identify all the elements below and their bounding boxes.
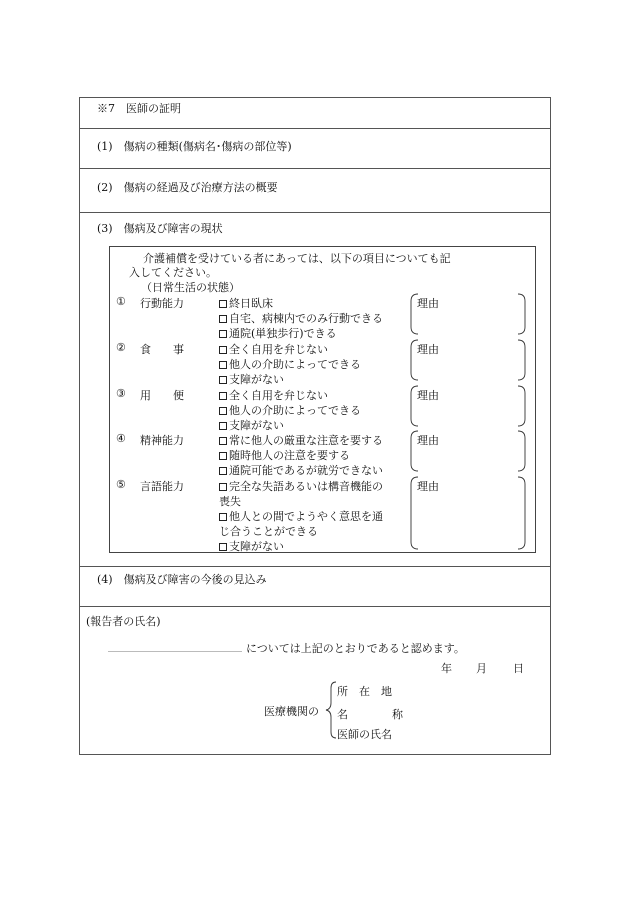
reporter-name-line[interactable] (108, 651, 242, 652)
confirmation-text: については上記のとおりであると認めます。 (246, 642, 465, 655)
item-2-option-2[interactable]: 他人の介助によってできる (219, 356, 361, 372)
item-3-option-2[interactable]: 他人の介助によってできる (219, 402, 361, 418)
item-1-option-1[interactable]: 終日臥床 (219, 295, 273, 311)
item-4-option-3[interactable]: 通院可能であるが就労できない (219, 462, 383, 478)
item-4-label: 精神能力 (140, 434, 184, 447)
question-3: (3) 傷病及び障害の現状 (97, 222, 223, 235)
reason-label: 理由 (417, 389, 439, 402)
question-1: (1) 傷病の種類(傷病名･傷病の部位等) (97, 140, 292, 153)
box-heading: （日常生活の状態） (141, 281, 240, 294)
doctor-name-label: 医師の氏名 (337, 728, 392, 741)
item-5-option-3[interactable]: 支障がない (219, 538, 284, 554)
item-1-option-2[interactable]: 自宅、病棟内でのみ行動できる (219, 310, 383, 326)
reporter-name-label: (報告者の氏名) (86, 615, 161, 628)
institution-address-label: 所 在 地 (337, 685, 392, 698)
reason-bracket-right (518, 477, 525, 549)
item-4-option-1[interactable]: 常に他人の厳重な注意を要する (219, 432, 383, 448)
item-5-option-2[interactable]: 他人との間でようやく意思を通 (219, 508, 383, 524)
date-month: 月 (476, 662, 487, 675)
reason-bracket-left (411, 294, 418, 334)
item-3-option-3[interactable]: 支障がない (219, 417, 284, 433)
item-5-number: ⑤ (116, 478, 126, 491)
item-4-number: ④ (116, 432, 126, 445)
item-1-option-3[interactable]: 通院(単独歩行)できる (219, 325, 337, 341)
item-2-option-3[interactable]: 支障がない (219, 371, 284, 387)
institution-brace (326, 682, 336, 738)
question-2: (2) 傷病の経過及び治療方法の概要 (97, 181, 278, 194)
reason-bracket-right (518, 386, 525, 426)
item-2-option-1[interactable]: 全く自用を弁じない (219, 341, 328, 357)
box-intro-line-1: 介護補償を受けている者にあっては、以下の項目についても記 (143, 252, 451, 265)
item-3-number: ③ (116, 387, 126, 400)
item-5-label: 言語能力 (140, 480, 184, 493)
question-4: (4) 傷病及び障害の今後の見込み (97, 573, 267, 586)
reason-bracket-left (411, 477, 418, 549)
box-intro-line-2: 入してください。 (129, 266, 217, 279)
item-5-option-2-continued: じ合うことができる (219, 525, 318, 538)
reason-label: 理由 (417, 343, 439, 356)
item-5-option-1[interactable]: 完全な失語あるいは構音機能の (219, 478, 383, 494)
reason-bracket-right (518, 340, 525, 380)
reason-bracket-left (411, 431, 418, 471)
item-1-label: 行動能力 (140, 297, 184, 310)
reason-label: 理由 (417, 480, 439, 493)
reason-bracket-right (518, 294, 525, 334)
item-2-number: ② (116, 341, 126, 354)
item-1-number: ① (116, 295, 126, 308)
reason-label: 理由 (417, 434, 439, 447)
institution-name-label: 名 称 (337, 708, 403, 721)
reason-bracket-left (411, 340, 418, 380)
item-2-label: 食 事 (140, 343, 184, 356)
item-4-option-2[interactable]: 随時他人の注意を要する (219, 447, 350, 463)
item-3-option-1[interactable]: 全く自用を弁じない (219, 387, 328, 403)
reason-bracket-left (411, 386, 418, 426)
reason-label: 理由 (417, 297, 439, 310)
item-3-label: 用 便 (140, 389, 184, 402)
section-7-title: ※7 医師の証明 (97, 102, 181, 115)
institution-label: 医療機関の (264, 705, 319, 718)
item-5-option-1-continued: 喪失 (219, 495, 241, 508)
reason-bracket-right (518, 431, 525, 471)
date-day: 日 (513, 662, 524, 675)
date-year: 年 (441, 662, 452, 675)
